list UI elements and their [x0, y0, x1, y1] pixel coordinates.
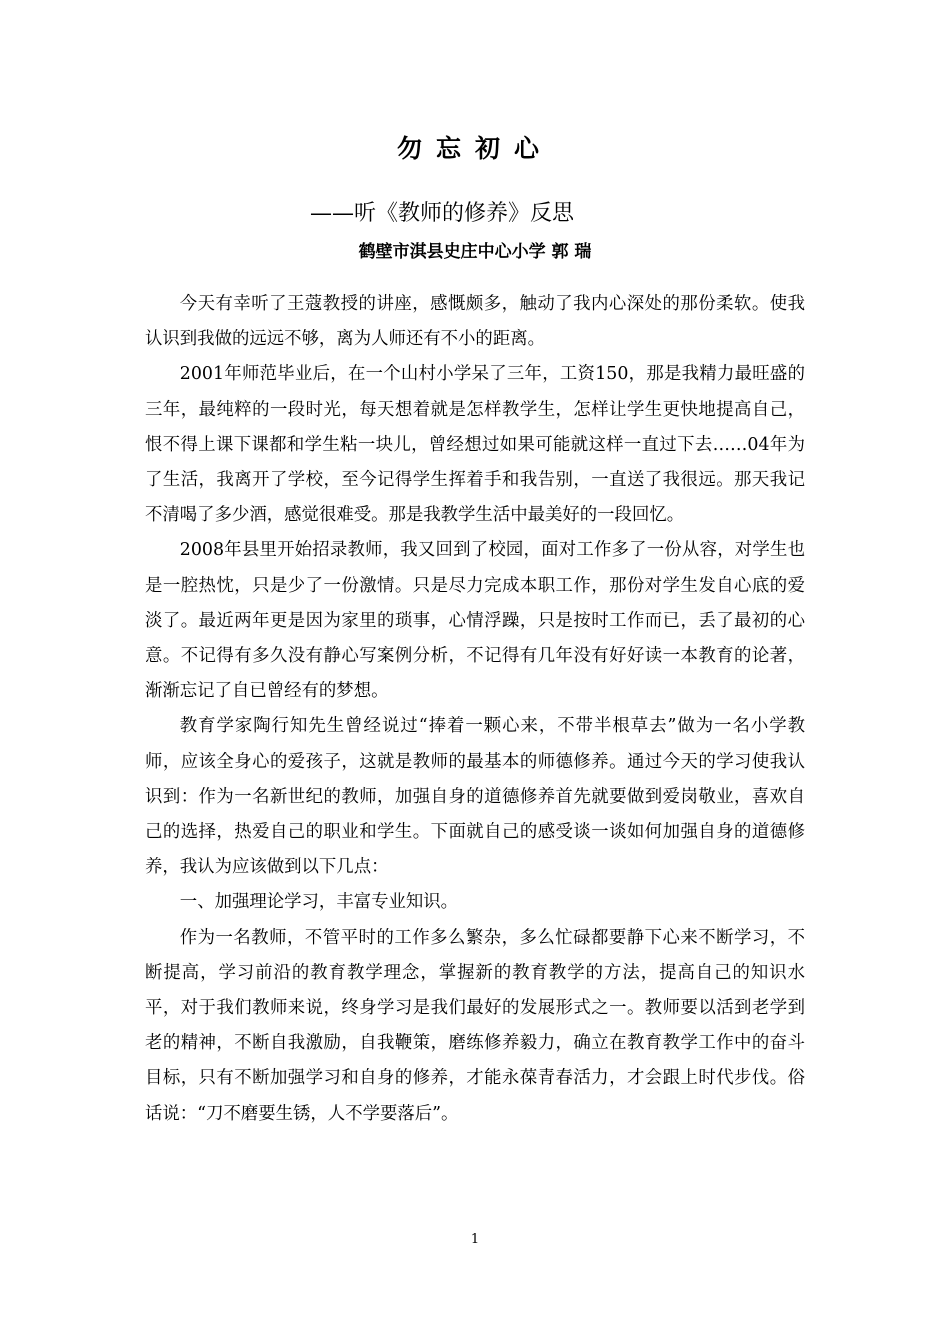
paragraph: 2008年县里开始招录教师，我又回到了校园，面对工作多了一份从容，对学生也是一腔热忱，只是少了一份激情。只是尽力完成本职工作，那份对学生发自心底的爱淡了。最近两年更是因为家里的琐事，心情浮躁，只是按时工作而已，丢了最初的心意。不记得有多久没有静心写案例分析，不记得有几年没有好好读一本教育的论著，渐渐忘记了自已曾经有的梦想。 [145, 540, 805, 702]
document-subtitle: ——听《教师的修养》反思 [310, 201, 575, 226]
section-heading: 一、加强理论学习，丰富专业知识。 [179, 892, 459, 913]
paragraph: 今天有幸听了王蔻教授的讲座，感慨颇多，触动了我内心深处的那份柔软。使我认识到我做的远远不够，离为人师还有不小的距离。 [145, 294, 805, 350]
paragraph: 2001年师范毕业后，在一个山村小学呆了三年，工资150，那是我精力最旺盛的三年，最纯粹的一段时光，每天想着就是怎样教学生，怎样让学生更快地提高自己，恨不得上课下课都和学生粘一块儿，曾经想过如果可能就这样一直过下去……04年为了生活，我离开了学校，至今记得学生挥着手和我告别，一直送了我很远。那天我记不清喝了多少酒，感觉很难受。那是我教学生活中最美好的一段回忆。 [145, 364, 805, 526]
document-body [145, 287, 805, 1132]
paragraph: 教育学家陶行知先生曾经说过“捧着一颗心来，不带半根草去”做为一名小学教师，应该全身心的爱孩子，这就是教师的最基本的师德修养。通过今天的学习使我认识到：作为一名新世纪的教师，加强自身的道德修养首先就要做到爱岗敬业，喜欢自己的选择，热爱自己的职业和学生。下面就自己的感受谈一谈如何加强自身的道德修养，我认为应该做到以下几点： [145, 716, 805, 878]
page-number: 1 [470, 1232, 480, 1247]
author-line: 鹤壁市淇县史庄中心小学 郭 瑞 [358, 242, 592, 262]
paragraph: 作为一名教师，不管平时的工作多么繁杂，多么忙碌都要静下心来不断学习，不断提高，学习前沿的教育教学理念，掌握新的教育教学的方法，提高自己的知识水平，对于我们教师来说，终身学习是我们最好的发展形式之一。教师要以活到老学到老的精神，不断自我激励，自我鞭策，磨练修养毅力，确立在教育教学工作中的奋斗目标，只有不断加强学习和自身的修养，才能永葆青春活力，才会跟上时代步伐。俗话说：“刀不磨要生锈，人不学要落后”。 [145, 927, 805, 1124]
document-title: 勿忘初心 [396, 134, 553, 163]
